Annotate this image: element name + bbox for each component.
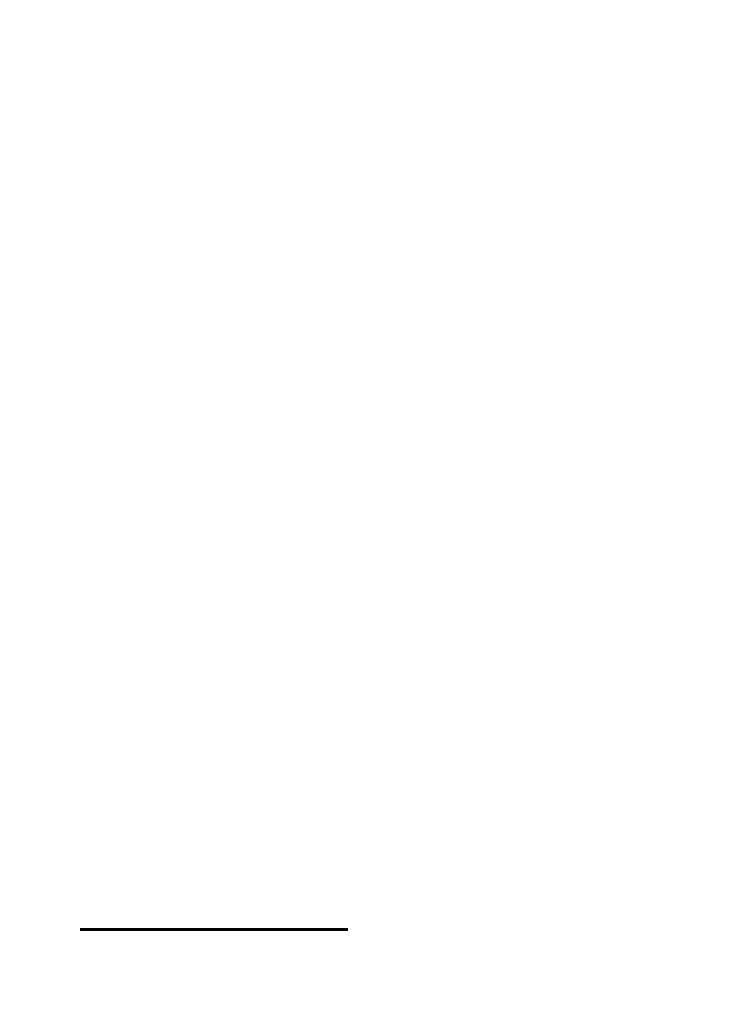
quote-divider — [80, 928, 348, 931]
gears-decoration-icon — [590, 0, 730, 140]
page-number-gear-icon — [664, 962, 730, 1024]
